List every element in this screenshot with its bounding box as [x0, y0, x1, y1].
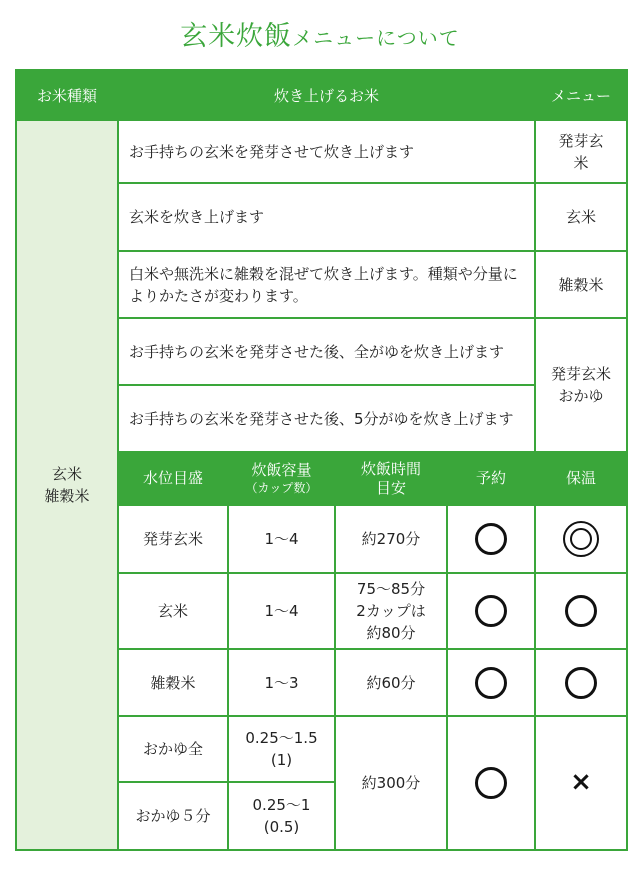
menu-name-line: 米: [573, 153, 589, 172]
keep-warm-cell: [535, 573, 627, 649]
menu-name-line: おかゆ: [558, 387, 604, 405]
keep-warm-cell: [535, 505, 627, 573]
circle-icon: [565, 595, 597, 627]
rice-menu-table: [15, 69, 628, 851]
cross-icon: ×: [570, 766, 592, 797]
capacity-line: 0.25〜1: [252, 796, 311, 814]
time-line: 75〜85分: [356, 580, 426, 598]
capacity-line: (1): [270, 751, 293, 769]
circle-icon: [565, 667, 597, 699]
header-rice: 炊き上げるお米: [118, 70, 535, 120]
kind-label-2: 雑穀米: [44, 487, 90, 505]
menu-desc: お手持ちの玄米を発芽させた後、5分がゆを炊き上げます: [118, 385, 535, 452]
menu-row: [16, 120, 627, 183]
menu-name: [535, 183, 627, 251]
keep-warm-cell: [535, 716, 627, 850]
circle-icon: [475, 523, 507, 555]
circle-icon: [475, 595, 507, 627]
capacity-cell: [228, 716, 335, 782]
timer-cell: [447, 716, 535, 850]
capacity-cell: 1〜4: [228, 505, 335, 573]
circle-icon: [475, 667, 507, 699]
menu-desc: お手持ちの玄米を発芽させた後、全がゆを炊き上げます: [118, 318, 535, 385]
time-line: 約80分: [366, 624, 416, 642]
timer-cell: [447, 573, 535, 649]
capacity-line: 0.25〜1.5: [245, 729, 318, 747]
time-line: 2カップは: [356, 602, 426, 620]
header-kind: お米種類: [16, 70, 118, 120]
double-circle-icon: [563, 521, 599, 557]
menu-desc: 玄米を炊き上げます: [118, 183, 535, 251]
capacity-line: (0.5): [263, 818, 300, 836]
water-cell: 発芽玄米: [118, 505, 228, 573]
sub-header-keep-warm: 保温: [535, 452, 627, 505]
water-cell: 玄米: [118, 573, 228, 649]
kind-label-1: 玄米: [51, 465, 82, 483]
water-cell: おかゆ全: [118, 716, 228, 782]
water-cell: 雑穀米: [118, 649, 228, 716]
menu-name: [535, 251, 627, 318]
sub-header-time: [335, 452, 447, 505]
capacity-unit: （カップ数）: [245, 481, 318, 495]
menu-name-line: 玄米: [566, 208, 597, 226]
capacity-cell: [228, 782, 335, 850]
menu-name: [535, 120, 627, 183]
sub-header-capacity: [228, 452, 335, 505]
capacity-label: 炊飯容量: [251, 461, 312, 479]
menu-name-line: 発芽玄米: [551, 365, 612, 383]
title-main: 玄米炊飯: [180, 21, 293, 52]
keep-warm-cell: [535, 649, 627, 716]
time-label-line: 炊飯時間: [360, 459, 421, 478]
circle-icon: [475, 767, 507, 799]
page-title: [0, 14, 640, 53]
menu-name-okayu: [535, 318, 627, 452]
kind-cell: [16, 120, 118, 850]
water-cell: おかゆ５分: [118, 782, 228, 850]
capacity-cell: 1〜3: [228, 649, 335, 716]
time-cell: 約60分: [335, 649, 447, 716]
title-sub: メニューについて: [292, 26, 460, 50]
menu-name-line: 雑穀米: [558, 275, 604, 294]
time-cell: 約300分: [335, 716, 447, 850]
timer-cell: [447, 505, 535, 573]
menu-desc: 白米や無洗米に雑穀を混ぜて炊き上げます。種類や分量によりかたさが変わります。: [118, 251, 535, 318]
capacity-cell: 1〜4: [228, 573, 335, 649]
sub-header-timer: 予約: [447, 452, 535, 505]
header-row: [16, 70, 627, 120]
time-cell: 約270分: [335, 505, 447, 573]
timer-cell: [447, 649, 535, 716]
menu-desc: お手持ちの玄米を発芽させて炊き上げます: [118, 120, 535, 183]
menu-name-line: 発芽玄: [558, 131, 604, 150]
header-menu: メニュー: [535, 70, 627, 120]
time-cell: [335, 573, 447, 649]
sub-header-water: 水位目盛: [118, 452, 228, 505]
time-label-line: 目安: [375, 478, 406, 497]
